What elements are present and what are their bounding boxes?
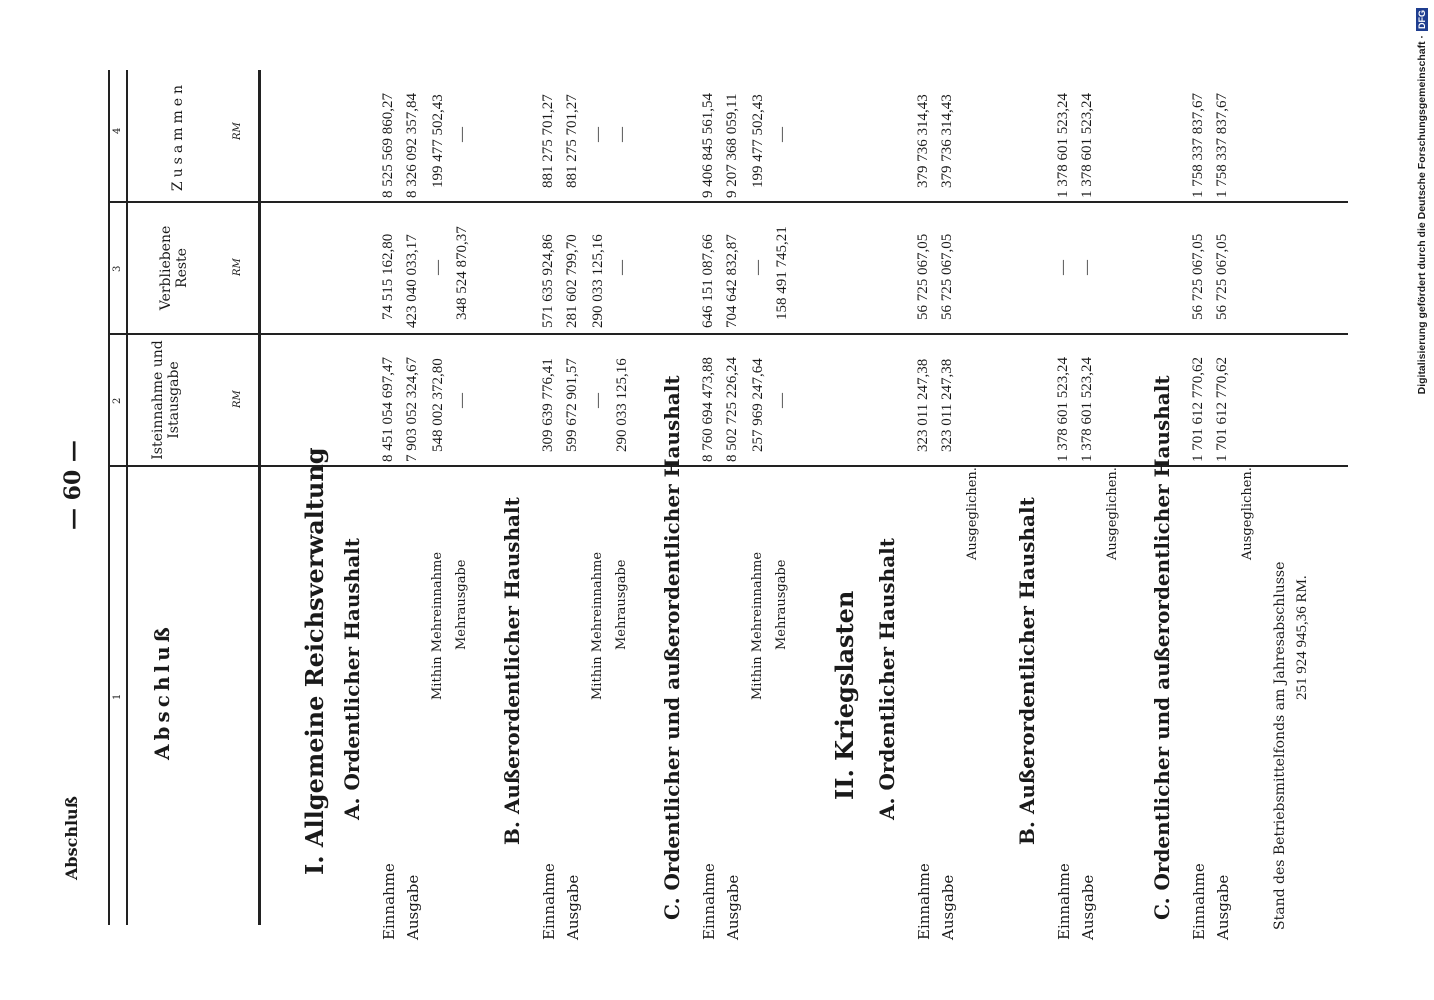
cell-ist: 8 502 725 226,24 (724, 357, 740, 462)
cell-ist: 1 701 612 770,62 (1214, 357, 1230, 462)
table-top-rule-2 (126, 70, 128, 925)
cell-ist: 1 378 601 523,24 (1079, 357, 1095, 462)
betriebsmittel-value: 251 924 945,36 RM. (1294, 575, 1310, 700)
col-number-4: 4 (112, 127, 123, 134)
cell-zusammen: 8 326 092 357,84 (404, 93, 420, 198)
betriebsmittel-label: Stand des Betriebsmittelfonds am Jahresabschlusse (1272, 561, 1288, 930)
note-ausgeglichen: Ausgeglichen. (1240, 467, 1255, 560)
cell-reste: 56 725 067,05 (1214, 233, 1230, 320)
cell-ist: 1 701 612 770,62 (1190, 357, 1206, 462)
section-i-a-title: A. Ordentlicher Haushalt (340, 537, 364, 820)
col-divider-2 (108, 333, 1348, 335)
cell-ist: 548 002 372,80 (430, 358, 446, 452)
cell-reste: 571 635 924,86 (540, 234, 556, 328)
section-i-c-title: C. Ordentlicher und außerordentlicher Haushalt (660, 375, 684, 920)
row-label: Mithin Mehreinnahme (590, 551, 605, 700)
header-reste: Verbliebene Reste (158, 225, 190, 311)
cell-ist: — (454, 393, 470, 408)
row-label: Ausgabe (1214, 874, 1232, 940)
row-label: Ausgabe (939, 874, 957, 940)
row-label: Mithin Mehreinnahme (750, 551, 765, 700)
cell-ist: 290 033 125,16 (614, 358, 630, 452)
col-number-3: 3 (112, 265, 123, 272)
cell-reste: 74 515 162,80 (380, 233, 396, 320)
section-ii-b-title: B. Außerordentlicher Haushalt (1015, 497, 1039, 845)
cell-ist: 1 378 601 523,24 (1055, 357, 1071, 462)
row-label: Ausgabe (1079, 874, 1097, 940)
cell-reste: 348 524 870,37 (454, 226, 470, 320)
cell-reste: — (430, 260, 446, 275)
cell-ist: 7 903 052 324,67 (404, 357, 420, 462)
col-number-1: 1 (112, 693, 123, 700)
row-label: Einnahme (915, 863, 933, 940)
col-number-2: 2 (112, 397, 123, 404)
col-divider-3 (108, 201, 1348, 203)
cell-ist: — (590, 393, 606, 408)
cell-reste: 56 725 067,05 (915, 233, 931, 320)
cell-zusammen: — (774, 127, 790, 142)
cell-zusammen: 199 477 502,43 (430, 94, 446, 188)
cell-reste: — (1055, 260, 1071, 275)
cell-zusammen: 1 758 337 837,67 (1214, 93, 1230, 198)
cell-zusammen: — (590, 127, 606, 142)
credit-text: Digitalisierung gefördert durch die Deutsche Forschungsgemeinschaft · (1416, 35, 1428, 395)
cell-ist: 323 011 247,38 (939, 358, 955, 452)
table-top-rule (108, 70, 110, 925)
cell-zusammen: 379 736 314,43 (915, 94, 931, 188)
cell-ist: — (774, 393, 790, 408)
cell-zusammen: 1 758 337 837,67 (1190, 93, 1206, 198)
cell-zusammen: 8 525 569 860,27 (380, 93, 396, 198)
unit-reste: RM (232, 258, 243, 276)
cell-reste: 704 642 832,87 (724, 234, 740, 328)
cell-ist: 8 451 054 697,47 (380, 357, 396, 462)
cell-reste: — (750, 260, 766, 275)
running-head: Abschluß (62, 796, 81, 880)
section-ii-c-title: C. Ordentlicher und außerordentlicher Haushalt (1150, 375, 1174, 920)
cell-reste: 158 491 745,21 (774, 226, 790, 320)
header-bottom-rule (258, 70, 261, 925)
cell-zusammen: 881 275 701,27 (540, 94, 556, 188)
note-ausgeglichen: Ausgeglichen. (1105, 467, 1120, 560)
row-label: Einnahme (380, 863, 398, 940)
cell-zusammen: 199 477 502,43 (750, 94, 766, 188)
header-zusammen: Zusammen (170, 80, 186, 192)
section-ii-a-title: A. Ordentlicher Haushalt (875, 537, 899, 820)
row-label: Ausgabe (724, 874, 742, 940)
cell-reste: 423 040 033,17 (404, 234, 420, 328)
header-abschluss: Abschluß (150, 623, 174, 760)
cell-reste: 281 602 799,70 (564, 234, 580, 328)
section-i-title: I. Allgemeine Reichsverwaltung (300, 447, 329, 875)
row-label: Einnahme (700, 863, 718, 940)
cell-ist: 323 011 247,38 (915, 358, 931, 452)
row-label: Ausgabe (564, 874, 582, 940)
cell-reste: 56 725 067,05 (1190, 233, 1206, 320)
cell-ist: 257 969 247,64 (750, 358, 766, 452)
page-number: — 60 — (60, 440, 86, 530)
header-ist: Isteinnahme und Istausgabe (150, 340, 182, 460)
cell-reste: — (614, 260, 630, 275)
cell-zusammen: 9 406 845 561,54 (700, 93, 716, 198)
row-label: Einnahme (540, 863, 558, 940)
cell-zusammen: — (454, 127, 470, 142)
note-ausgeglichen: Ausgeglichen. (965, 467, 980, 560)
cell-reste: 56 725 067,05 (939, 233, 955, 320)
section-i-b-title: B. Außerordentlicher Haushalt (500, 497, 524, 845)
unit-zusammen: RM (232, 122, 243, 140)
cell-ist: 8 760 694 473,88 (700, 357, 716, 462)
row-label: Einnahme (1190, 863, 1208, 940)
cell-ist: 599 672 901,57 (564, 358, 580, 452)
row-label: Mithin Mehreinnahme (430, 551, 445, 700)
cell-reste: 646 151 087,66 (700, 234, 716, 328)
cell-zusammen: 881 275 701,27 (564, 94, 580, 188)
row-label: Ausgabe (404, 874, 422, 940)
row-label: Mehrausgabe (614, 559, 629, 650)
section-ii-title: II. Kriegslasten (830, 590, 859, 800)
row-label: Mehrausgabe (774, 559, 789, 650)
row-label: Einnahme (1055, 863, 1073, 940)
cell-reste: 290 033 125,16 (590, 234, 606, 328)
unit-ist: RM (232, 390, 243, 408)
cell-zusammen: 379 736 314,43 (939, 94, 955, 188)
cell-reste: — (1079, 260, 1095, 275)
row-label: Mehrausgabe (454, 559, 469, 650)
cell-zusammen: 1 378 601 523,24 (1079, 93, 1095, 198)
cell-zusammen: — (614, 127, 630, 142)
cell-zusammen: 9 207 368 059,11 (724, 93, 740, 198)
credit-strip (1410, 0, 1434, 1000)
cell-ist: 309 639 776,41 (540, 358, 556, 452)
cell-zusammen: 1 378 601 523,24 (1055, 93, 1071, 198)
dfg-logo: DFG (1417, 10, 1427, 29)
